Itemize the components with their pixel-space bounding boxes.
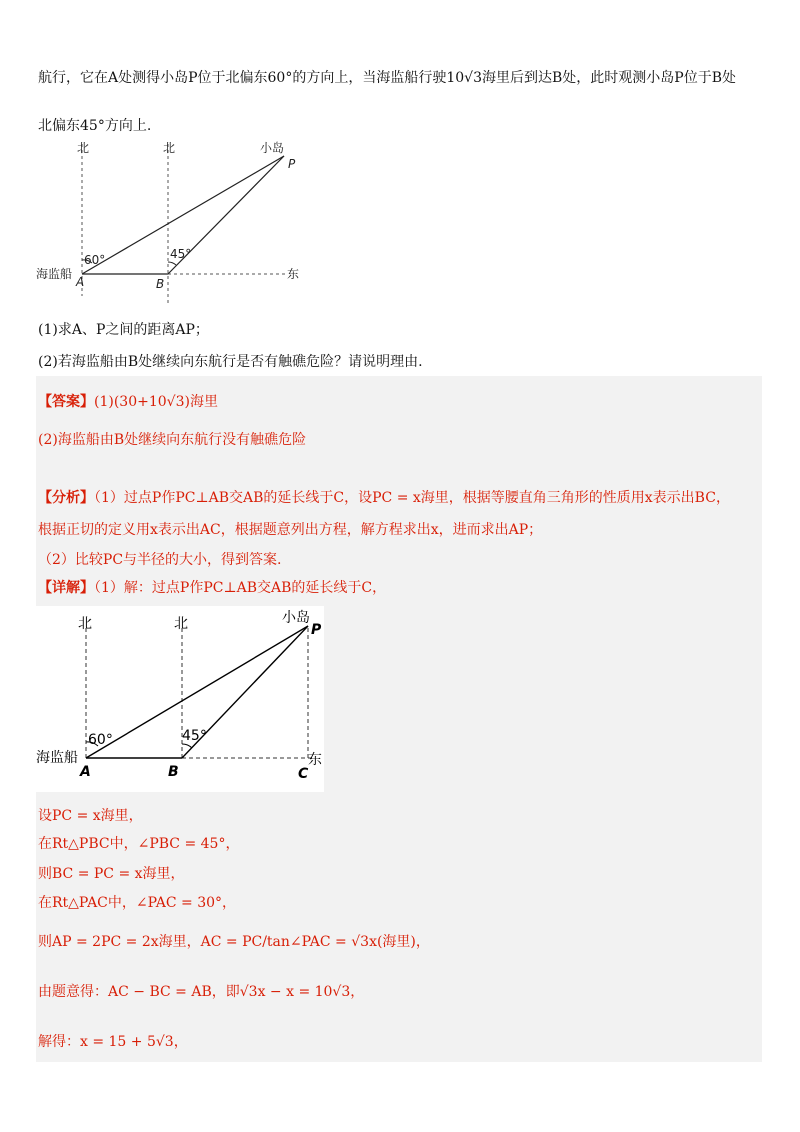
fig2-angle-a: 60°: [88, 732, 113, 748]
detail-text-1: （1）解：过点P作PC⊥AB交AB的延长线于C，: [94, 580, 387, 596]
answer-1: (1)(30+10√3)海里: [94, 394, 218, 410]
fig1-east-label: 东: [287, 267, 300, 281]
fig1-north-label-a: 北: [77, 141, 90, 155]
problem-line-1: 航行，它在A处测得小岛P位于北偏东60°的方向上，当海监船行驶10√3海里后到达B处，此时观测小岛P位于B处: [38, 70, 736, 86]
analysis-text-1: （1）过点P作PC⊥AB交AB的延长线于C，设PC = x海里，根据等腰直角三角形的性质用x表示出BC，: [94, 490, 730, 506]
analysis-tag: 【分析】: [38, 490, 94, 506]
detail-line-1: [38, 578, 386, 598]
fig1-point-p: P: [288, 157, 296, 171]
fig2-angle-b: 45°: [182, 728, 207, 744]
fig1-angle-a: 60°: [84, 253, 106, 267]
solution-step-4: 在Rt△PAC中，∠PAC = 30°，: [38, 895, 237, 911]
solution-step-1: 设PC = x海里，: [38, 808, 143, 824]
fig1-island-label: 小岛: [260, 141, 285, 155]
solution-step-3: 则BC = PC = x海里，: [38, 866, 185, 882]
fig2-east-label: 东: [308, 752, 322, 768]
figure-2-diagram: [36, 606, 324, 792]
fig2-point-b: B: [168, 764, 179, 780]
answer-2: (2)海监船由B处继续向东航行没有触礁危险: [38, 432, 307, 448]
solution-step-2: 在Rt△PBC中，∠PBC = 45°，: [38, 836, 240, 852]
detail-tag: 【详解】: [38, 580, 94, 596]
fig1-north-label-b: 北: [163, 141, 176, 155]
answer-tag: 【答案】: [38, 394, 94, 410]
figure-1-diagram: [30, 136, 320, 306]
fig1-point-a: A: [76, 275, 85, 289]
problem-line-2: 北偏东45°方向上.: [38, 118, 152, 134]
fig2-point-a: A: [80, 764, 91, 780]
analysis-line-1: [38, 488, 730, 508]
fig1-ship-label: 海监船: [36, 267, 73, 281]
solution-step-6: 由题意得：AC − BC = AB，即√3x − x = 10√3，: [38, 984, 365, 1000]
solution-step-5: 则AP = 2PC = 2x海里，AC = PC/tan∠PAC = √3x(海里)，: [38, 934, 430, 950]
answer-line-1: [38, 392, 218, 412]
question-1: (1)求A、P之间的距离AP；: [38, 322, 209, 338]
fig2-island-label: 小岛: [282, 610, 310, 626]
analysis-text-3: （2）比较PC与半径的大小，得到答案.: [38, 552, 282, 568]
solution-step-7: 解得：x = 15 + 5√3，: [38, 1034, 188, 1050]
fig2-north-label-b: 北: [174, 616, 188, 632]
fig2-ship-label: 海监船: [36, 750, 78, 766]
fig1-point-b: B: [156, 277, 165, 291]
fig2-north-label-a: 北: [78, 616, 92, 632]
fig2-point-p: P: [311, 622, 322, 638]
question-2: (2)若海监船由B处继续向东航行是否有触礁危险？请说明理由.: [38, 354, 423, 370]
analysis-text-2: 根据正切的定义用x表示出AC，根据题意列出方程，解方程求出x，进而求出AP；: [38, 522, 543, 538]
fig2-point-c: C: [298, 766, 309, 782]
fig1-angle-b: 45°: [170, 247, 192, 261]
